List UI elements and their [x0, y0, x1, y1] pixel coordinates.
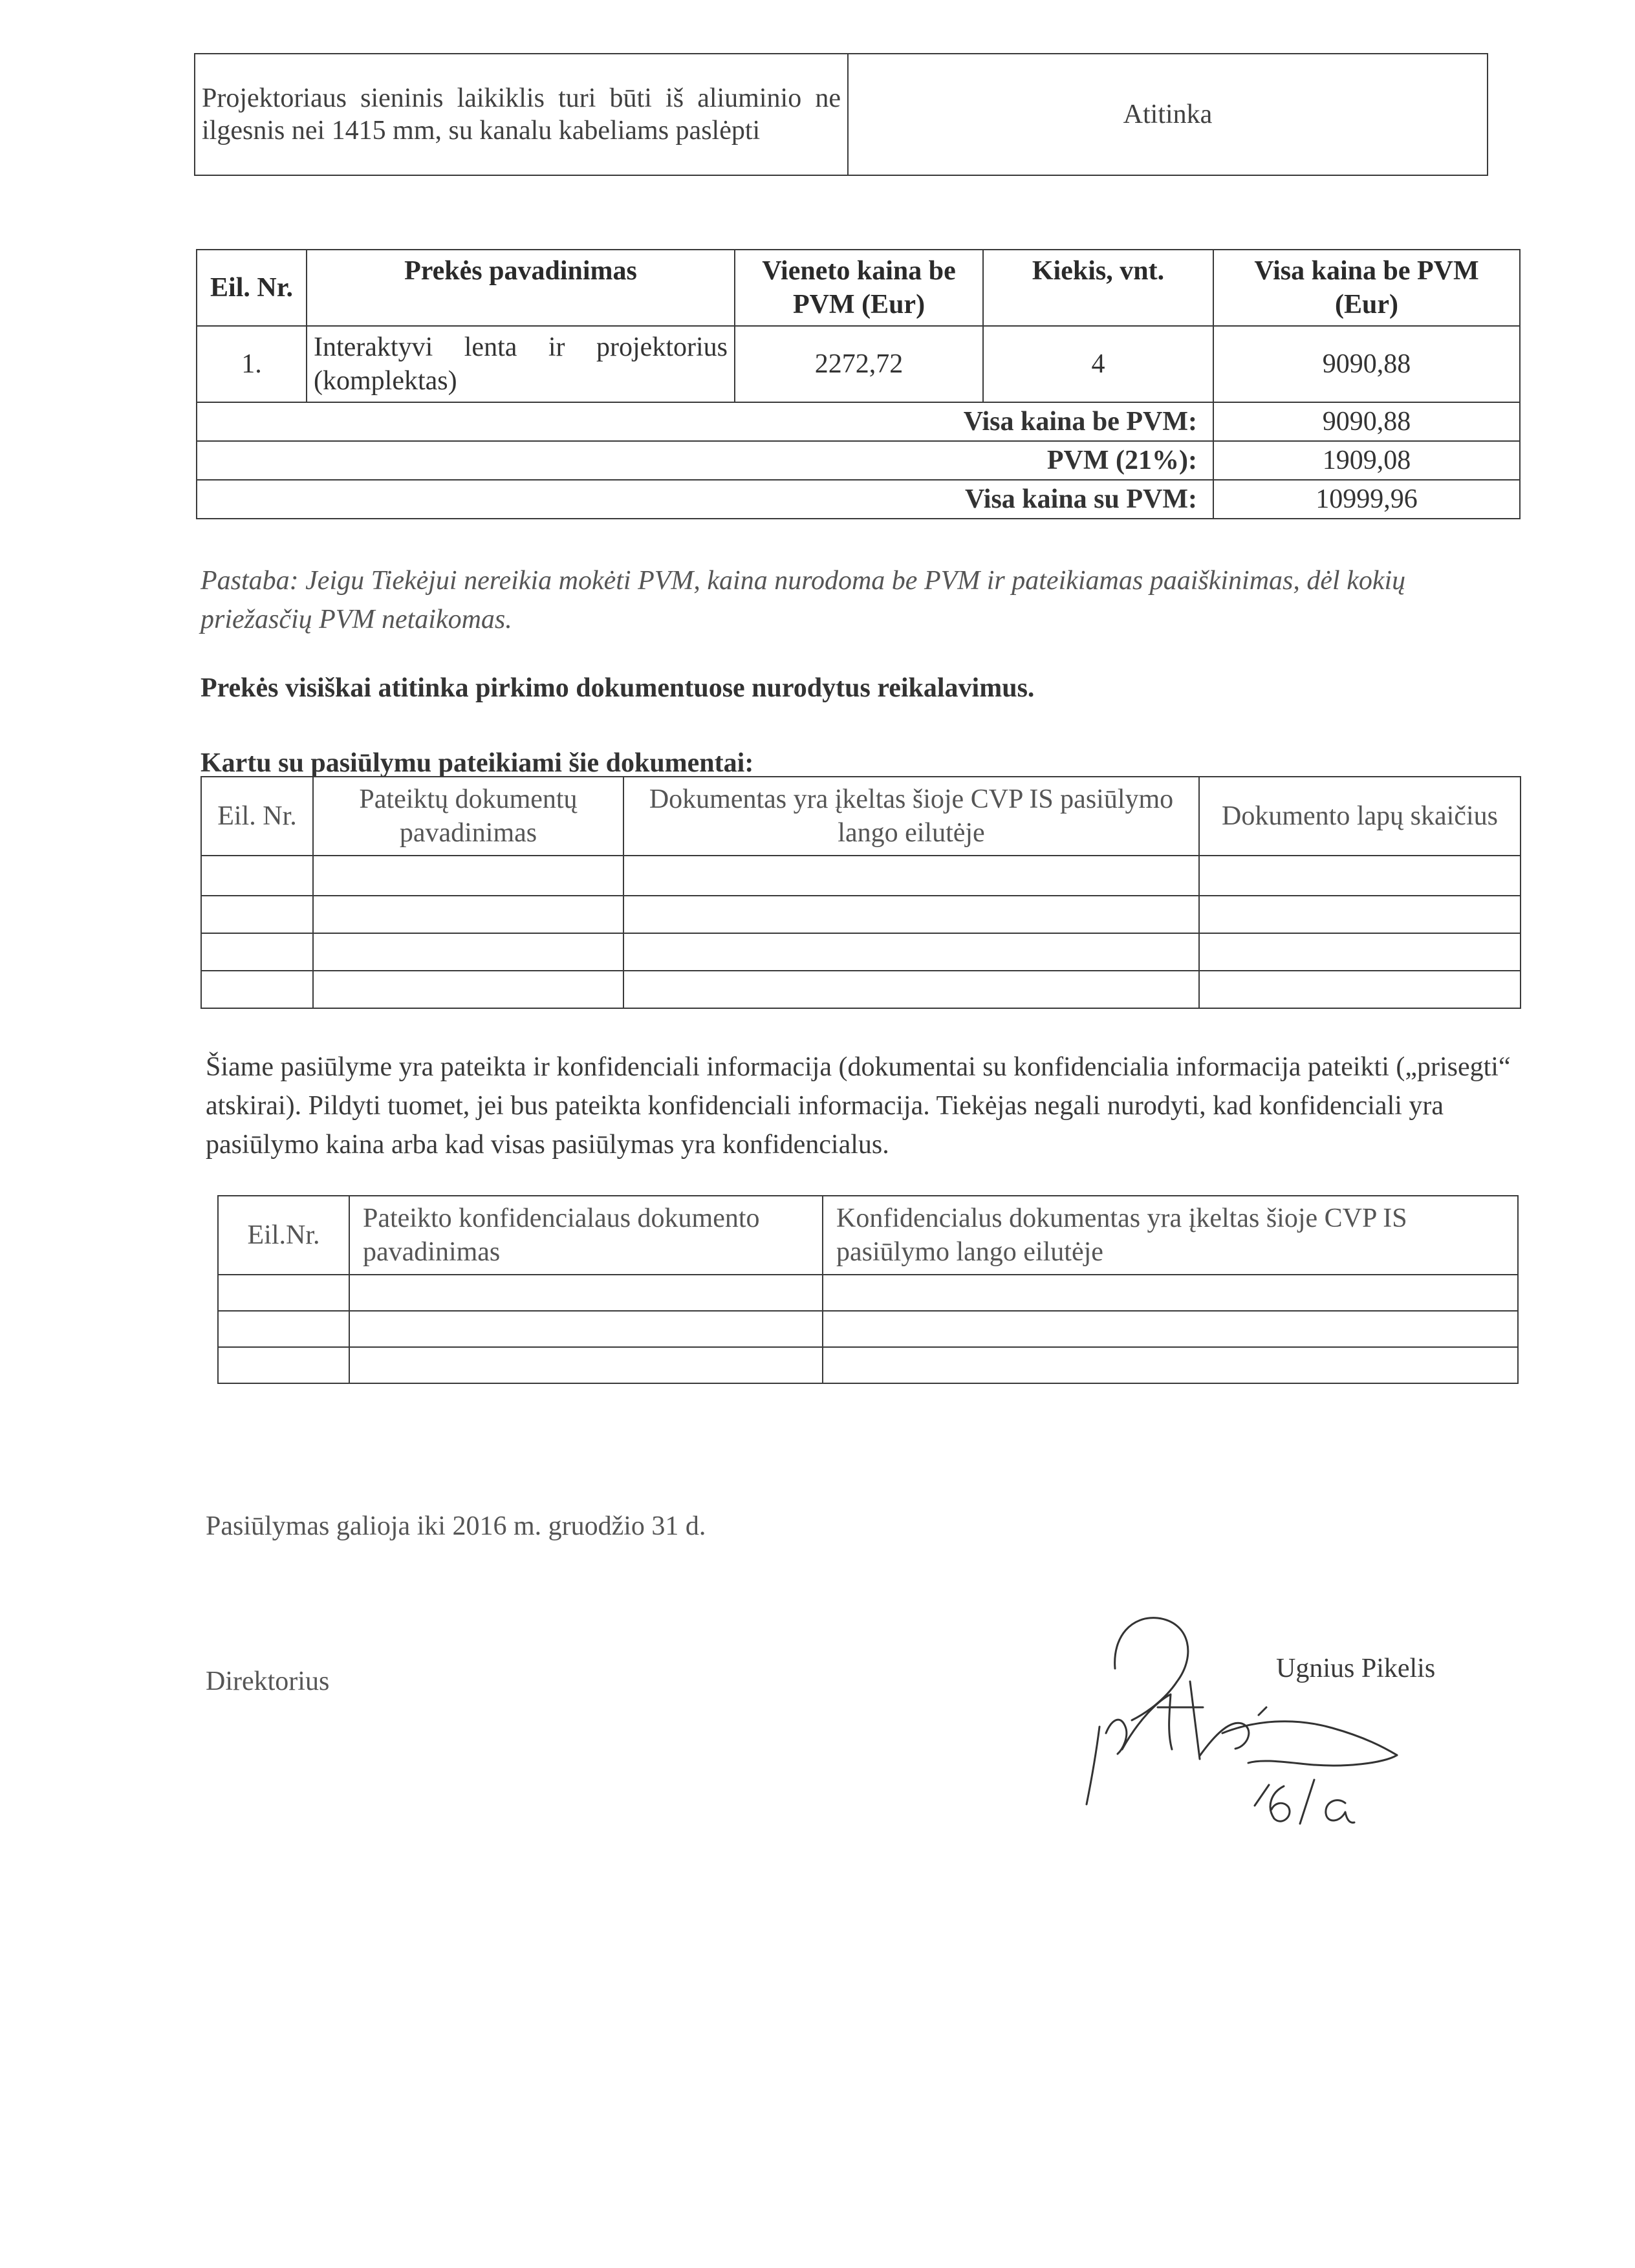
doc-header-no: Eil. Nr.: [201, 777, 313, 856]
table-row: [197, 326, 1520, 402]
total-row: [197, 480, 1520, 519]
total-row: [197, 402, 1520, 441]
doc-header-pages: Dokumento lapų skaičius: [1199, 777, 1521, 856]
vat-label: PVM (21%):: [197, 441, 1213, 480]
header-name: Prekės pavadinimas: [307, 250, 735, 326]
row-unit-price: 2272,72: [735, 326, 983, 402]
total-incl-vat-label: Visa kaina su PVM:: [197, 480, 1213, 519]
table-row: [201, 971, 1521, 1008]
row-total: 9090,88: [1213, 326, 1520, 402]
conf-header-uploaded: Konfidencialus dokumentas yra įkeltas šioje CVP IS pasiūlymo lango eilutėje: [823, 1196, 1518, 1275]
documents-title: Kartu su pasiūlymu pateikiami šie dokumentai:: [200, 748, 754, 778]
confidential-paragraph: Šiame pasiūlyme yra pateikta ir konfidenciali informacija (dokumentai su konfidencialia informacija pateikti („prisegti“ atskirai). Pildyti tuomet, jei bus pateikta konfidenciali informacija. Tiekėjas negali nurodyti, kad konfidenciali yra pasiūlymo kaina arba kad visas pasiūlymas yra konfidencialus.: [206, 1052, 1511, 1160]
signatory-name: Ugnius Pikelis: [1276, 1654, 1436, 1683]
row-qty: 4: [983, 326, 1213, 402]
table-header-row: [218, 1196, 1518, 1275]
total-excl-vat-label: Visa kaina be PVM:: [197, 402, 1213, 441]
table-row: [218, 1347, 1518, 1383]
vat-note: Pastaba: Jeigu Tiekėjui nereikia mokėti PVM, kaina nurodoma be PVM ir pateikiamas paaiškinimas, dėl kokių priežasčių PVM netaikomas.: [200, 566, 1406, 634]
confidential-table: [217, 1195, 1519, 1384]
table-header-row: [201, 777, 1521, 856]
row-name: Interaktyvi lenta ir projektorius (komplektas): [307, 326, 735, 402]
requirement-table: [194, 53, 1488, 176]
total-row: [197, 441, 1520, 480]
conf-header-no: Eil.Nr.: [218, 1196, 349, 1275]
compliance-statement: Prekės visiškai atitinka pirkimo dokumentuose nurodytus reikalavimus.: [200, 673, 1035, 703]
table-row: [218, 1275, 1518, 1311]
requirement-text: Projektoriaus sieninis laikiklis turi būti iš aliuminio ne ilgesnis nei 1415 mm, su kanalu kabeliams paslėpti: [195, 54, 848, 175]
conf-header-name: Pateikto konfidencialaus dokumento pavadinimas: [349, 1196, 823, 1275]
table-row: [201, 856, 1521, 896]
total-excl-vat-value: 9090,88: [1213, 402, 1520, 441]
table-row: [201, 933, 1521, 971]
signatory-role: Direktorius: [206, 1667, 330, 1696]
header-total: Visa kaina be PVM (Eur): [1213, 250, 1520, 326]
header-qty: Kiekis, vnt.: [983, 250, 1213, 326]
vat-value: 1909,08: [1213, 441, 1520, 480]
doc-header-uploaded: Dokumentas yra įkeltas šioje CVP IS pasiūlymo lango eilutėje: [623, 777, 1199, 856]
table-header-row: [197, 250, 1520, 326]
header-no: Eil. Nr.: [197, 250, 307, 326]
compliance-value: Atitinka: [848, 54, 1488, 175]
total-incl-vat-value: 10999,96: [1213, 480, 1520, 519]
table-row: [218, 1311, 1518, 1347]
signature-icon: [1061, 1610, 1475, 1856]
row-no: 1.: [197, 326, 307, 402]
table-row: [195, 54, 1488, 175]
documents-table: [200, 776, 1521, 1009]
price-table: [196, 249, 1521, 519]
validity-statement: Pasiūlymas galioja iki 2016 m. gruodžio 31 d.: [206, 1511, 706, 1541]
doc-header-name: Pateiktų dokumentų pavadinimas: [313, 777, 623, 856]
table-row: [201, 896, 1521, 933]
header-unit-price: Vieneto kaina be PVM (Eur): [735, 250, 983, 326]
